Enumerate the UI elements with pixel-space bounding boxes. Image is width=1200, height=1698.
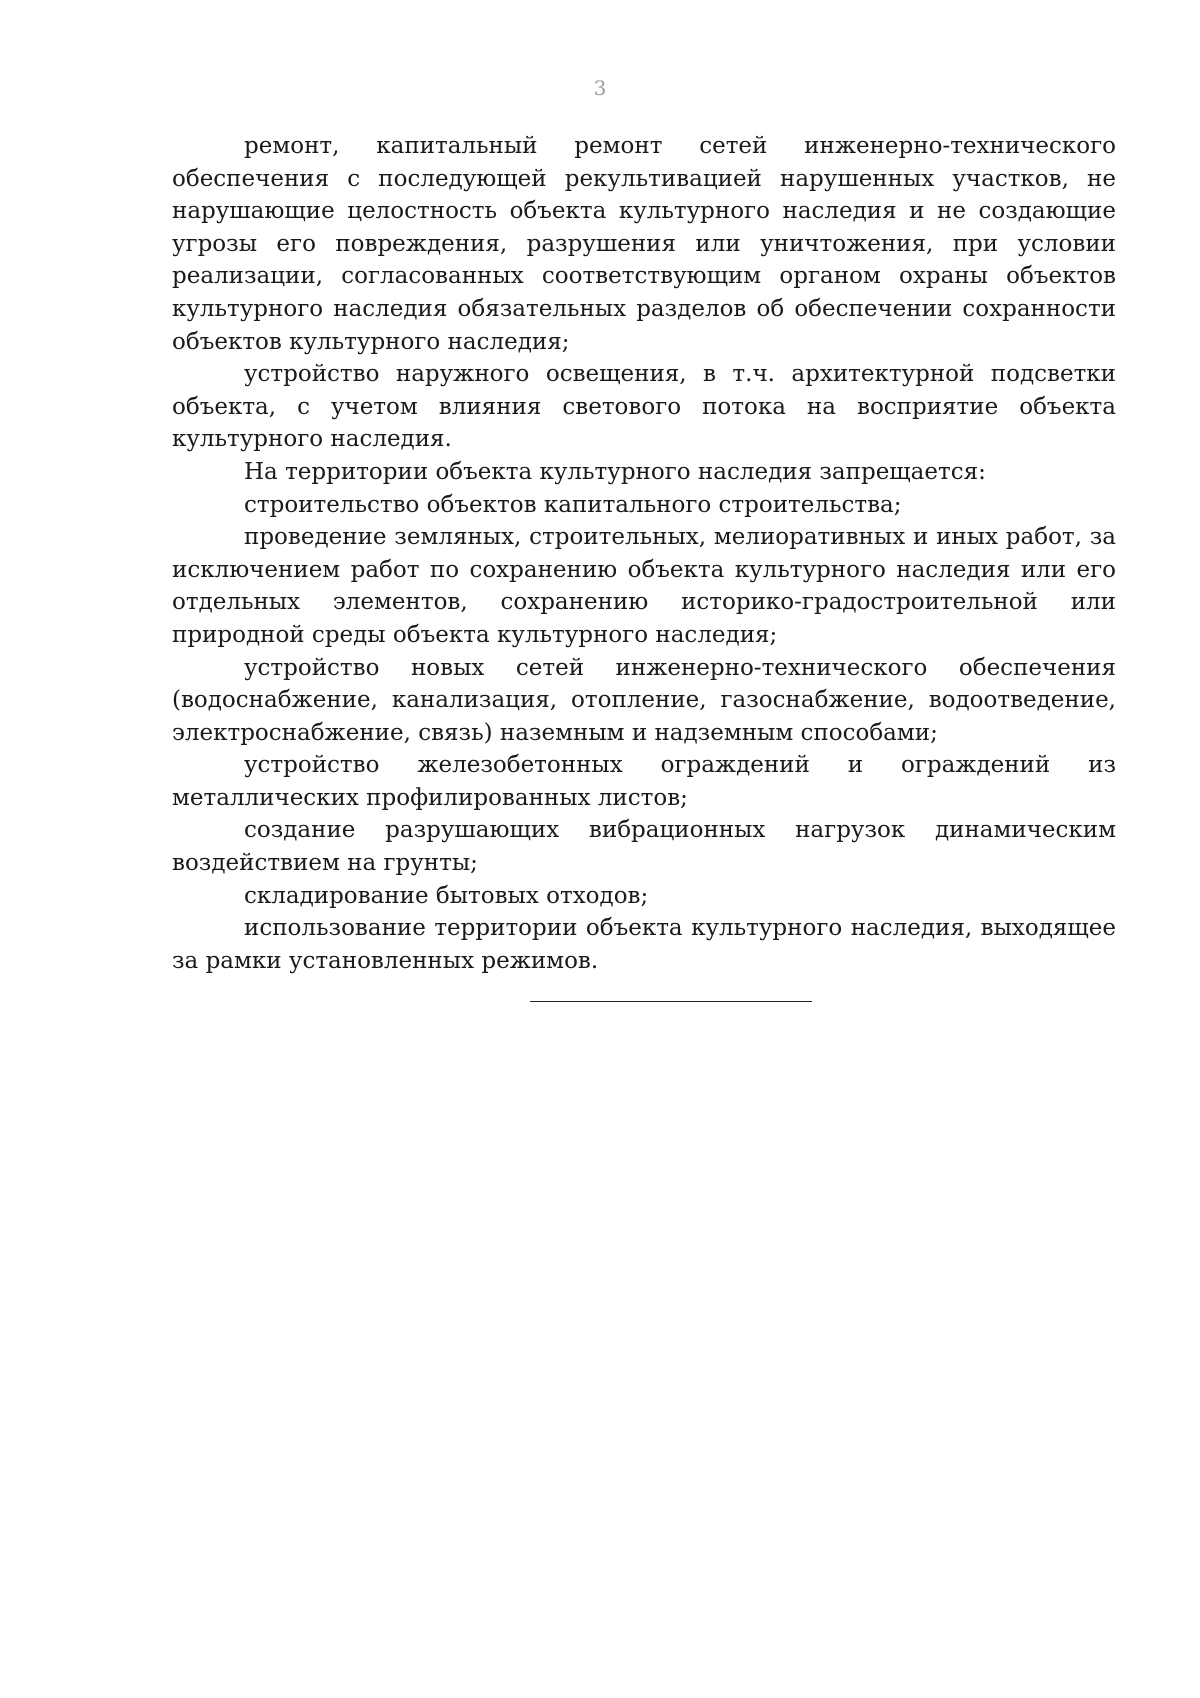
page-number: 3 (593, 76, 607, 100)
paragraph-earthworks: проведение земляных, строительных, мелиоративных и иных работ, за исключением работ по сохранению объекта культурного наследия или его отдельных элементов, сохранению историко-градостроительной или природной среды объекта культурного наследия; (172, 524, 1116, 648)
end-of-document-rule (530, 1001, 812, 1002)
paragraph-prohibited-heading: На территории объекта культурного наследия запрещается: (244, 458, 986, 485)
paragraph-waste-storage: складирование бытовых отходов; (244, 882, 649, 909)
paragraph-repair-networks: ремонт, капитальный ремонт сетей инженерно-технического обеспечения с последующей рекультивацией нарушенных участков, не нарушающие целостность объекта культурного наследия и не создающие угрозы его повреждения, разрушения или уничтожения, при условии реализации, согласованных соответствующим органом охраны объектов культурного наследия обязательных разделов об обеспечении сохранности объектов культурного наследия; (172, 133, 1116, 355)
paragraph-vibration-loads: создание разрушающих вибрационных нагрузок динамическим воздействием на грунты; (172, 817, 1116, 877)
paragraph-new-networks: устройство новых сетей инженерно-технического обеспечения (водоснабжение, канализация, отопление, газоснабжение, водоотведение, электроснабжение, связь) наземным и надземным способами; (172, 654, 1116, 746)
paragraph-fences: устройство железобетонных ограждений и ограждений из металлических профилированных листов; (172, 752, 1116, 811)
paragraph-territory-use: использование территории объекта культурного наследия, выходящее за рамки установленных режимов. (172, 915, 1116, 974)
document-body (172, 130, 1116, 977)
paragraph-capital-construction: строительство объектов капитального строительства; (244, 491, 902, 518)
paragraph-outdoor-lighting: устройство наружного освещения, в т.ч. архитектурной подсветки объекта, с учетом влияния светового потока на восприятие объекта культурного наследия. (172, 361, 1116, 453)
